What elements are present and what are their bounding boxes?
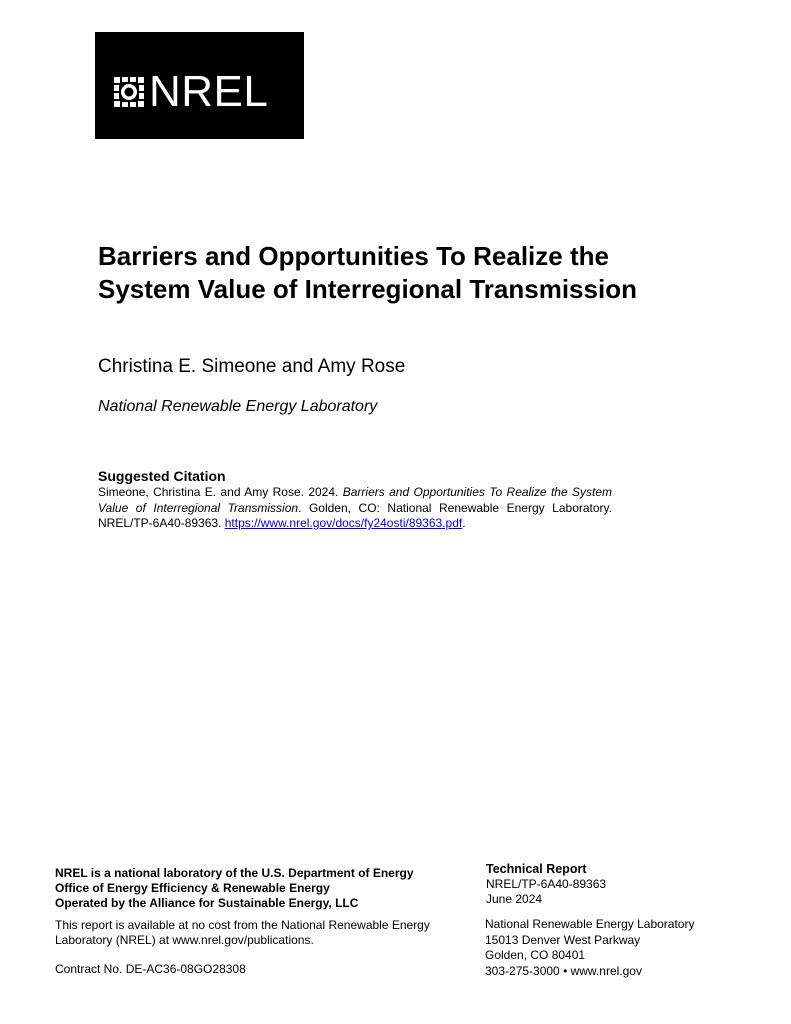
authors: Christina E. Simeone and Amy Rose <box>98 356 406 377</box>
lab-affiliation <box>55 866 465 911</box>
citation-link[interactable]: https://www.nrel.gov/docs/fy24osti/89363.pdf <box>224 516 463 530</box>
address-line: National Renewable Energy Laboratory <box>485 917 695 931</box>
organization: National Renewable Energy Laboratory <box>98 398 378 415</box>
logo-text: NREL <box>149 67 269 116</box>
lab-address <box>485 917 694 979</box>
affiliation-line: NREL is a national laboratory of the U.S. Department of Energy <box>55 866 414 880</box>
citation-middle: . Golden, CO: National Renewable Energy Laboratory. NREL/TP-6A40-89363. <box>98 500 612 530</box>
nrel-logo <box>95 32 304 139</box>
contract-number: Contract No. DE-AC36-08GO28308 <box>55 962 246 976</box>
affiliation-line: Office of Energy Efficiency & Renewable Energy <box>55 881 330 895</box>
availability-note: This report is available at no cost from the National Renewable Energy Laboratory (NREL) at www.nrel.gov/publications. <box>55 918 430 947</box>
affiliation-line: Operated by the Alliance for Sustainable Energy, LLC <box>55 896 359 910</box>
report-type: Technical Report <box>486 862 587 876</box>
citation-italic-title: Barriers and Opportunities To Realize the System Value of Interregional Transmission <box>98 485 613 515</box>
citation-prefix: Simeone, Christina E. and Amy Rose. 2024. <box>98 485 343 499</box>
citation-text <box>98 485 612 532</box>
report-title: Barriers and Opportunities To Realize the System Value of Interregional Transmission <box>98 241 637 304</box>
report-date: June 2024 <box>486 892 543 906</box>
address-line: Golden, CO 80401 <box>485 948 586 962</box>
report-number: NREL/TP-6A40-89363 <box>486 877 607 891</box>
citation-suffix: . <box>462 516 466 530</box>
address-line: 15013 Denver West Parkway <box>485 932 641 947</box>
citation-heading: Suggested Citation <box>98 468 226 484</box>
nrel-sunburst-icon <box>113 76 145 108</box>
address-line: 303-275-3000 • www.nrel.gov <box>485 963 642 978</box>
